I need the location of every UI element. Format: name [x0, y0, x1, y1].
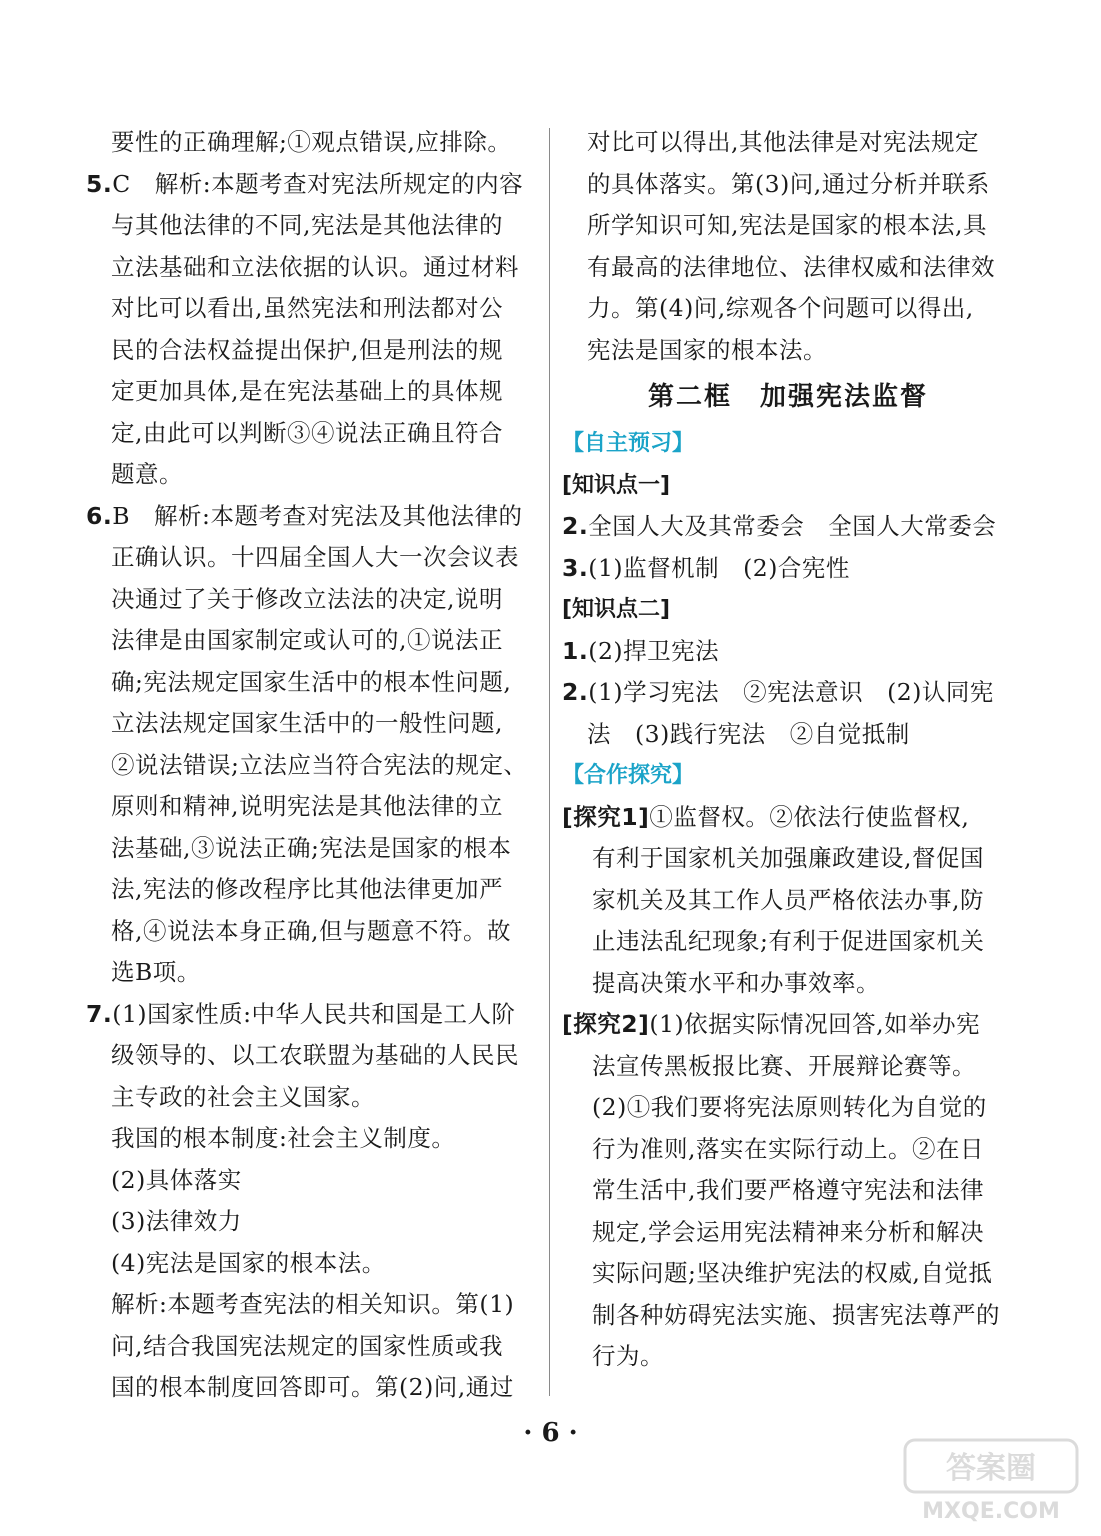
- inquiry-line: [562, 921, 1014, 963]
- inquiry-line: [562, 880, 1014, 922]
- inquiry-line: [562, 1170, 1014, 1212]
- answer-line: [86, 620, 536, 662]
- page-number: · 6 ·: [523, 1418, 578, 1448]
- line-text: 法律是由国家制定或认可的,①说法正: [111, 626, 503, 654]
- line-text: 家机关及其工作人员严格依法办事,防: [592, 885, 984, 914]
- answer-line: [86, 1367, 536, 1409]
- answer-line: [86, 745, 536, 787]
- line-text: 定更加具体,是在宪法基础上的具体规: [111, 377, 503, 405]
- answer-line: [86, 786, 536, 828]
- line-text: (2)具体落实: [111, 1165, 242, 1194]
- item-number: 6.: [86, 501, 113, 530]
- inquiry-line: [562, 1087, 1014, 1129]
- line-text: 要性的正确理解;①观点错误,应排除。: [111, 128, 512, 156]
- line-text: 法宣传黑板报比赛、开展辩论赛等。: [592, 1051, 976, 1080]
- inquiry-line: [562, 1336, 1014, 1378]
- inquiry-line: [562, 1129, 1014, 1171]
- answer-line: [86, 1160, 536, 1202]
- line-text: 民的合法权益提出保护,但是刑法的规: [111, 335, 503, 364]
- line-text: 立法基础和立法依据的认识。通过材料: [111, 252, 519, 281]
- answer-line: [86, 164, 536, 206]
- line-text: 问,结合我国宪法规定的国家性质或我: [111, 1331, 503, 1360]
- answer-line: [562, 247, 1014, 289]
- inquiry-line: [562, 1004, 1014, 1046]
- answer-line: [562, 330, 1014, 372]
- knowledge-point-2: [知识点二]: [562, 597, 671, 622]
- inquiry-line: [562, 1295, 1014, 1337]
- line-text: 正确认识。十四届全国人大一次会议表: [111, 543, 519, 571]
- line-text: 国的根本制度回答即可。第(2)问,通过: [111, 1373, 514, 1401]
- answer-line: [86, 1118, 536, 1160]
- answer-line: [86, 662, 536, 704]
- answer-line: [562, 122, 1014, 164]
- item-number: 1.: [562, 636, 589, 665]
- answer-line: [562, 631, 1014, 673]
- line-text: 我国的根本制度:社会主义制度。: [111, 1124, 456, 1152]
- answer-line: [86, 703, 536, 745]
- answer-line: [86, 205, 536, 247]
- svg-text:答案圈: 答案圈: [946, 1451, 1036, 1486]
- answer-line: [562, 164, 1014, 206]
- line-text: 定,由此可以判断③④说法正确且符合: [111, 418, 503, 447]
- line-text: (1)学习宪法 ②宪法意识 (2)认同宪: [588, 678, 994, 706]
- tag-self-preview: 【自主预习】: [562, 431, 695, 456]
- line-text: 对比可以得出,其他法律是对宪法规定: [587, 128, 979, 156]
- line-text: 实际问题;坚决维护宪法的权威,自觉抵: [592, 1259, 993, 1287]
- line-text: (1)国家性质:中华人民共和国是工人阶: [112, 999, 516, 1028]
- inquiry-line: [562, 797, 1014, 839]
- line-text: (3)法律效力: [111, 1207, 242, 1235]
- answer-line: [86, 413, 536, 455]
- line-text: 提高决策水平和办事效率。: [592, 968, 880, 997]
- line-text: 题意。: [111, 460, 183, 488]
- line-text: 所学知识可知,宪法是国家的根本法,具: [587, 211, 987, 239]
- answer-line: [86, 537, 536, 579]
- line-text: C 解析:本题考查对宪法所规定的内容: [112, 169, 524, 198]
- line-text: 法基础,③说法正确;宪法是国家的根本: [111, 833, 512, 862]
- line-text: 法,宪法的修改程序比其他法律更加严: [111, 875, 503, 903]
- answer-line: [86, 122, 536, 164]
- answer-line: [86, 1035, 536, 1077]
- answer-line: [86, 952, 536, 994]
- item-number: 7.: [86, 999, 113, 1028]
- line-text: (1)监督机制 (2)合宪性: [588, 553, 850, 582]
- line-text: 解析:本题考查宪法的相关知识。第(1): [111, 1290, 515, 1318]
- answer-line: [86, 1201, 536, 1243]
- line-text: ②说法错误;立法应当符合宪法的规定、: [111, 750, 528, 779]
- line-text: 对比可以看出,虽然宪法和刑法都对公: [111, 294, 503, 322]
- line-text: 确;宪法规定国家生活中的根本性问题,: [111, 667, 512, 696]
- line-text: 法 (3)践行宪法 ②自觉抵制: [587, 719, 910, 748]
- inquiry-label: [探究1]: [562, 802, 650, 831]
- inquiry-label: [探究2]: [562, 1010, 650, 1038]
- line-text: 制各种妨碍宪法实施、损害宪法尊严的: [592, 1300, 1000, 1329]
- line-text: 有利于国家机关加强廉政建设,督促国: [592, 844, 984, 872]
- answer-line: [86, 1243, 536, 1285]
- line-text: 有最高的法律地位、法律权威和法律效: [587, 252, 995, 281]
- tag-cooperative-inquiry: 【合作探究】: [562, 763, 695, 788]
- left-column: [86, 122, 536, 1409]
- answer-line: [86, 454, 536, 496]
- line-text: 立法法规定国家生活中的一般性问题,: [111, 709, 503, 737]
- answer-line: [86, 828, 536, 870]
- answer-line: [86, 869, 536, 911]
- answer-line: [562, 288, 1014, 330]
- line-text: 级领导的、以工农联盟为基础的人民民: [111, 1041, 519, 1069]
- answer-line: [562, 714, 1014, 756]
- line-text: 止违法乱纪现象;有利于促进国家机关: [592, 927, 985, 955]
- answer-line: [86, 330, 536, 372]
- svg-text:MXQE.COM: MXQE.COM: [922, 1499, 1060, 1524]
- line-text: 决通过了关于修改立法法的决定,说明: [111, 584, 503, 613]
- line-text: 全国人大及其常委会 全国人大常委会: [588, 512, 997, 540]
- inquiry-line: [562, 963, 1014, 1005]
- item-number: 2.: [562, 678, 589, 706]
- line-text: (1)依据实际情况回答,如举办宪: [649, 1010, 981, 1038]
- item-number: 2.: [562, 512, 589, 540]
- line-text: 行为准则,落实在实际行动上。②在日: [592, 1134, 984, 1163]
- line-text: 格,④说法本身正确,但与题意不符。故: [111, 916, 511, 945]
- right-column: [562, 122, 1014, 1378]
- answer-line: [86, 247, 536, 289]
- item-number: 3.: [562, 553, 589, 582]
- answer-line: [86, 1077, 536, 1119]
- answer-line: [86, 288, 536, 330]
- watermark-logo: [901, 1436, 1081, 1526]
- knowledge-point-1: [知识点一]: [562, 472, 671, 498]
- line-text: 力。第(4)问,综观各个问题可以得出,: [587, 294, 974, 322]
- answer-line: [562, 672, 1014, 714]
- line-text: 常生活中,我们要严格遵守宪法和法律: [592, 1176, 984, 1204]
- line-text: 的具体落实。第(3)问,通过分析并联系: [587, 169, 990, 198]
- answer-line: [86, 994, 536, 1036]
- answer-line: [86, 1326, 536, 1368]
- line-text: ①监督权。②依法行使监督权,: [649, 802, 970, 831]
- inquiry-line: [562, 1212, 1014, 1254]
- inquiry-line: [562, 1253, 1014, 1295]
- line-text: 原则和精神,说明宪法是其他法律的立: [111, 792, 503, 820]
- answer-line: [86, 496, 536, 538]
- line-text: 与其他法律的不同,宪法是其他法律的: [111, 211, 503, 239]
- answer-line: [86, 911, 536, 953]
- answer-line: [562, 506, 1014, 548]
- inquiry-line: [562, 838, 1014, 880]
- line-text: 选B项。: [111, 958, 201, 986]
- line-text: (2)①我们要将宪法原则转化为自觉的: [592, 1093, 987, 1121]
- answer-line: [562, 205, 1014, 247]
- section-title: 第二框 加强宪法监督: [647, 382, 928, 412]
- inquiry-line: [562, 1046, 1014, 1088]
- line-text: (2)捍卫宪法: [588, 636, 720, 665]
- line-text: (4)宪法是国家的根本法。: [111, 1248, 386, 1277]
- line-text: B 解析:本题考查对宪法及其他法律的: [112, 501, 523, 530]
- line-text: 规定,学会运用宪法精神来分析和解决: [592, 1217, 984, 1246]
- answer-line: [86, 371, 536, 413]
- answer-line: [86, 1284, 536, 1326]
- column-divider: [549, 128, 550, 1396]
- line-text: 行为。: [592, 1342, 664, 1370]
- item-number: 5.: [86, 169, 113, 198]
- answer-line: [562, 548, 1014, 590]
- line-text: 宪法是国家的根本法。: [587, 335, 827, 364]
- line-text: 主专政的社会主义国家。: [111, 1082, 375, 1111]
- answer-line: [86, 579, 536, 621]
